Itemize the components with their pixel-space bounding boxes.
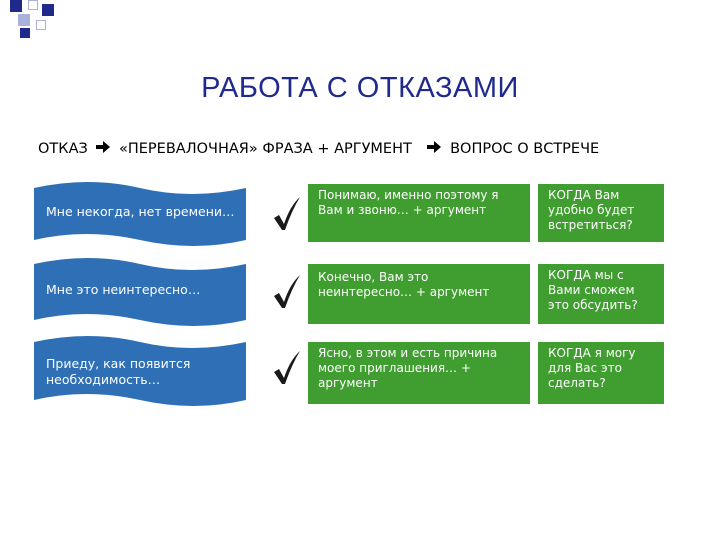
decor-square [42, 4, 54, 16]
checkmark-icon [272, 196, 302, 232]
flow-step-question: ВОПРОС О ВСТРЕЧЕ [450, 141, 600, 157]
response-box: Ясно, в этом и есть причина моего приглашения… + аргумент [308, 342, 530, 404]
right-arrow-icon [426, 140, 442, 158]
decor-square [18, 14, 30, 26]
page-title: РАБОТА С ОТКАЗАМИ [201, 72, 519, 104]
checkmark-icon [272, 350, 302, 386]
right-arrow-icon [95, 140, 111, 158]
flow-step-phrase: «ПЕРЕВАЛОЧНАЯ» ФРАЗА + АРГУМЕНТ [119, 141, 412, 157]
decor-square [10, 0, 22, 12]
question-box: КОГДА Вам удобно будет встретиться? [538, 184, 664, 242]
flow-step-objection: ОТКАЗ [38, 141, 88, 157]
checkmark-icon [272, 274, 302, 310]
response-box: Конечно, Вам это неинтересно… + аргумент [308, 264, 530, 324]
decor-square [36, 20, 46, 30]
objection-text: Приеду, как появится необходимость… [46, 356, 191, 387]
flow-line [38, 140, 599, 158]
objection-text: Мне это неинтересно… [46, 282, 201, 297]
response-box: Понимаю, именно поэтому я Вам и звоню… + аргумент [308, 184, 530, 242]
decor-square [20, 28, 30, 38]
question-box: КОГДА я могу для Вас это сделать? [538, 342, 664, 404]
objection-text: Мне некогда, нет времени… [46, 204, 235, 219]
objection-banner [34, 256, 246, 330]
question-box: КОГДА мы с Вами сможем это обсудить? [538, 264, 664, 324]
corner-decoration [0, 0, 60, 40]
objection-banner [34, 334, 246, 410]
objection-banner [34, 180, 246, 250]
decor-square [28, 0, 38, 10]
